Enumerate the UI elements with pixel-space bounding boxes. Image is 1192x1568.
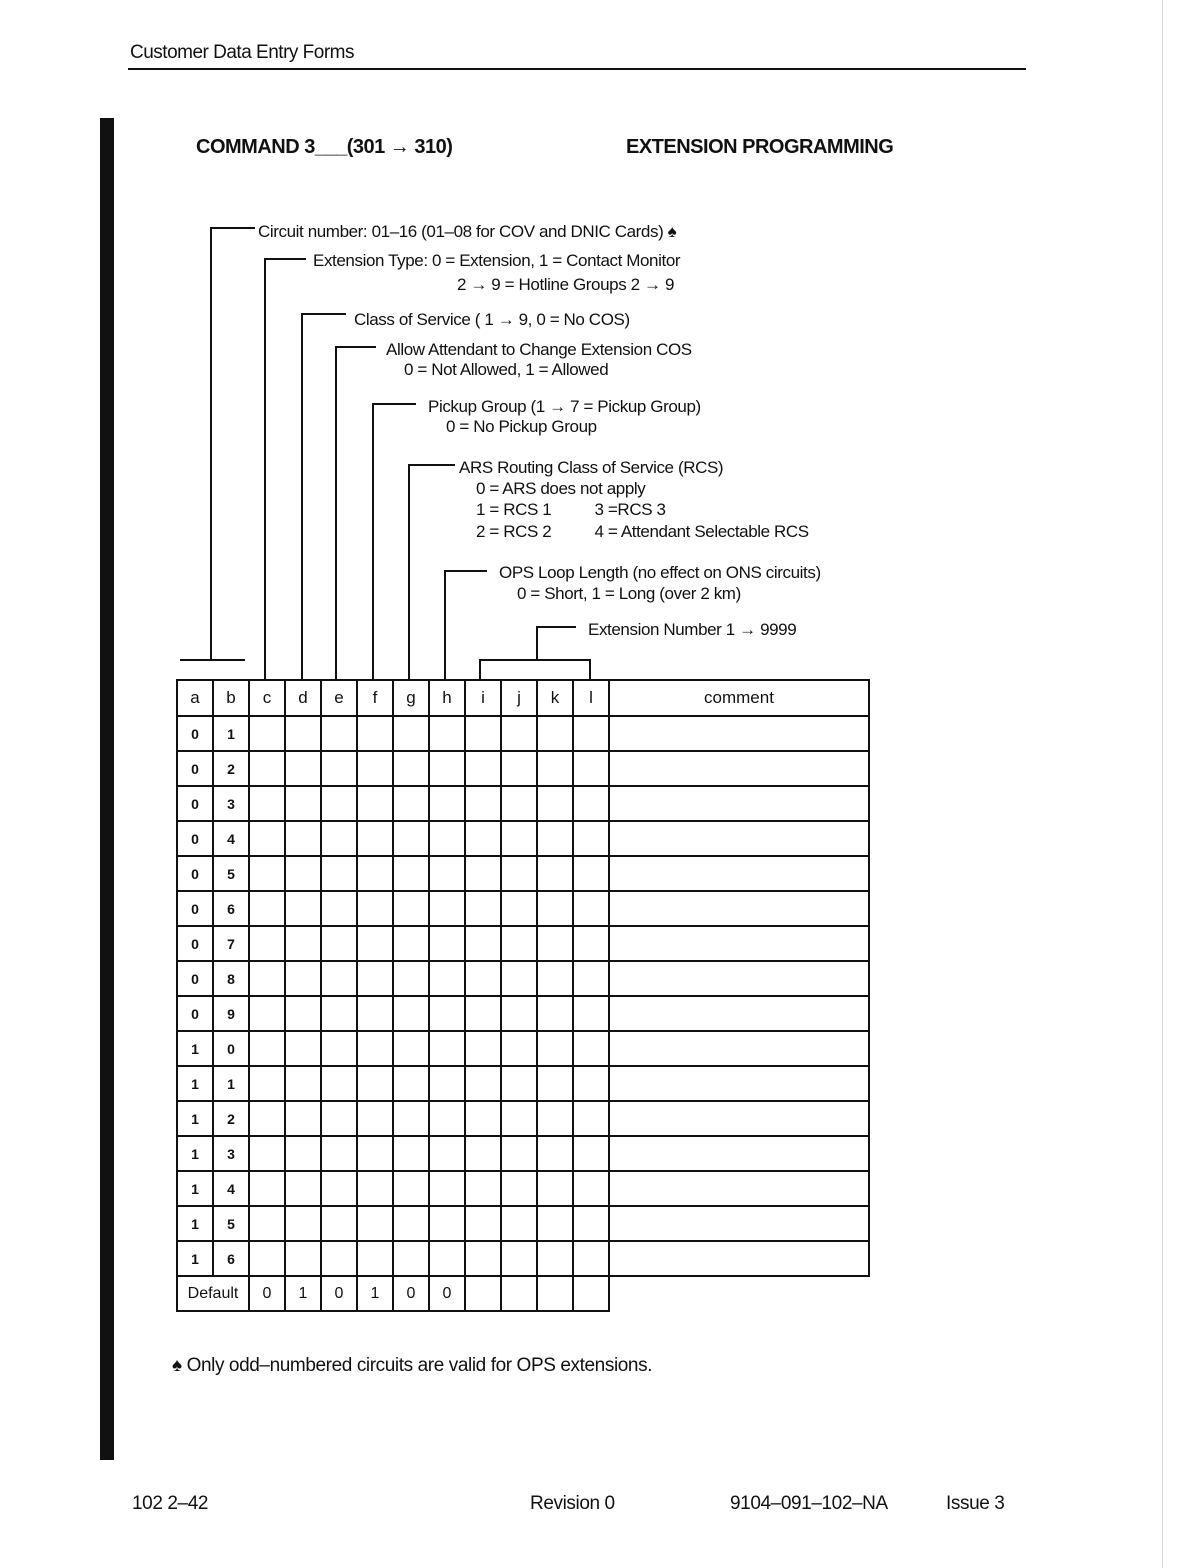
entry-cell[interactable] <box>321 961 357 996</box>
entry-cell[interactable] <box>357 1206 393 1241</box>
comment-cell[interactable] <box>609 996 869 1031</box>
label-ext-type-2: 2 → 9 = Hotline Groups 2 → 9 <box>457 275 674 294</box>
entry-cell[interactable] <box>393 996 429 1031</box>
entry-cell[interactable] <box>321 716 357 751</box>
entry-cell[interactable] <box>249 716 285 751</box>
circuit-digit: 8 <box>213 961 249 996</box>
entry-cell[interactable] <box>501 891 537 926</box>
circuit-digit: 3 <box>213 786 249 821</box>
entry-cell[interactable] <box>429 961 465 996</box>
entry-cell[interactable] <box>537 716 573 751</box>
entry-cell[interactable] <box>573 1101 609 1136</box>
circuit-digit: 2 <box>213 1101 249 1136</box>
entry-cell[interactable] <box>285 926 321 961</box>
leader-cos <box>302 314 346 679</box>
table-row <box>177 1241 869 1276</box>
circuit-digit: 0 <box>177 821 213 856</box>
circuit-digit: 3 <box>213 1136 249 1171</box>
table-row <box>177 1206 869 1241</box>
entry-cell[interactable] <box>429 856 465 891</box>
entry-cell[interactable] <box>321 1206 357 1241</box>
table-header-row <box>177 680 869 716</box>
entry-cell[interactable] <box>321 996 357 1031</box>
entry-cell[interactable] <box>321 786 357 821</box>
entry-cell[interactable] <box>393 1206 429 1241</box>
default-row <box>177 1276 869 1311</box>
entry-cell[interactable] <box>321 891 357 926</box>
entry-cell[interactable] <box>285 891 321 926</box>
leader-extnum-bracket <box>480 660 590 679</box>
circuit-digit: 1 <box>177 1241 213 1276</box>
entry-cell[interactable] <box>429 751 465 786</box>
entry-cell[interactable] <box>573 1241 609 1276</box>
entry-cell[interactable] <box>321 821 357 856</box>
entry-cell[interactable] <box>501 1206 537 1241</box>
entry-cell[interactable] <box>393 926 429 961</box>
circuit-digit: 0 <box>177 786 213 821</box>
comment-cell[interactable] <box>609 786 869 821</box>
entry-cell[interactable] <box>321 1136 357 1171</box>
circuit-digit: 1 <box>177 1101 213 1136</box>
entry-cell[interactable] <box>393 1136 429 1171</box>
entry-cell[interactable] <box>357 751 393 786</box>
circuit-digit: 1 <box>177 1171 213 1206</box>
footnote: ♠ Only odd–numbered circuits are valid for OPS extensions. <box>172 1355 653 1376</box>
entry-cell[interactable] <box>285 1136 321 1171</box>
entry-cell[interactable] <box>465 751 501 786</box>
entry-cell[interactable] <box>357 1066 393 1101</box>
default-value: 0 <box>249 1276 285 1311</box>
column-header: c <box>249 680 285 716</box>
default-blank-cell <box>501 1276 537 1311</box>
entry-cell[interactable] <box>393 961 429 996</box>
entry-cell[interactable] <box>573 891 609 926</box>
column-header: l <box>573 680 609 716</box>
table-row <box>177 716 869 751</box>
entry-cell[interactable] <box>285 1101 321 1136</box>
entry-cell[interactable] <box>249 891 285 926</box>
entry-cell[interactable] <box>537 996 573 1031</box>
entry-cell[interactable] <box>357 821 393 856</box>
column-header: g <box>393 680 429 716</box>
entry-cell[interactable] <box>429 1241 465 1276</box>
leader-circuit <box>211 228 255 660</box>
comment-cell[interactable] <box>609 961 869 996</box>
circuit-digit: 1 <box>177 1136 213 1171</box>
entry-cell[interactable] <box>465 961 501 996</box>
entry-cell[interactable] <box>393 1171 429 1206</box>
section-title: EXTENSION PROGRAMMING <box>626 136 894 158</box>
table-row <box>177 751 869 786</box>
entry-cell[interactable] <box>573 821 609 856</box>
entry-cell[interactable] <box>465 1206 501 1241</box>
label-allow-2: 0 = Not Allowed, 1 = Allowed <box>404 360 609 379</box>
entry-cell[interactable] <box>357 1241 393 1276</box>
column-header: i <box>465 680 501 716</box>
entry-cell[interactable] <box>285 1171 321 1206</box>
entry-cell[interactable] <box>465 856 501 891</box>
table-row <box>177 821 869 856</box>
column-header: f <box>357 680 393 716</box>
circuit-digit: 2 <box>213 751 249 786</box>
circuit-digit: 5 <box>213 1206 249 1241</box>
comment-cell[interactable] <box>609 856 869 891</box>
entry-cell[interactable] <box>501 1136 537 1171</box>
column-header: h <box>429 680 465 716</box>
entry-cell[interactable] <box>321 856 357 891</box>
entry-cell[interactable] <box>537 751 573 786</box>
entry-cell[interactable] <box>573 1171 609 1206</box>
table-row <box>177 996 869 1031</box>
table-row <box>177 1031 869 1066</box>
entry-cell[interactable] <box>249 1101 285 1136</box>
circuit-digit: 1 <box>213 716 249 751</box>
entry-cell[interactable] <box>285 1031 321 1066</box>
table-row <box>177 1136 869 1171</box>
entry-cell[interactable] <box>357 1171 393 1206</box>
entry-cell[interactable] <box>393 1066 429 1101</box>
entry-cell[interactable] <box>429 926 465 961</box>
entry-cell[interactable] <box>249 961 285 996</box>
comment-cell[interactable] <box>609 1171 869 1206</box>
comment-cell[interactable] <box>609 1101 869 1136</box>
page-header-title: Customer Data Entry Forms <box>130 42 354 63</box>
entry-cell[interactable] <box>357 716 393 751</box>
entry-cell[interactable] <box>357 961 393 996</box>
circuit-digit: 9 <box>213 996 249 1031</box>
command-title: COMMAND 3___(301 → 310) <box>196 136 453 158</box>
circuit-digit: 4 <box>213 821 249 856</box>
entry-cell[interactable] <box>393 1031 429 1066</box>
entry-cell[interactable] <box>249 821 285 856</box>
entry-cell[interactable] <box>285 961 321 996</box>
entry-cell[interactable] <box>537 1206 573 1241</box>
footer-doc-number: 9104–091–102–NA <box>730 1493 888 1514</box>
entry-cell[interactable] <box>249 751 285 786</box>
default-value: 0 <box>429 1276 465 1311</box>
entry-cell[interactable] <box>573 1136 609 1171</box>
entry-cell[interactable] <box>465 1031 501 1066</box>
default-blank-cell <box>573 1276 609 1311</box>
footer-issue: Issue 3 <box>946 1493 1005 1514</box>
circuit-digit: 6 <box>213 891 249 926</box>
entry-cell[interactable] <box>429 1031 465 1066</box>
entry-cell[interactable] <box>321 1066 357 1101</box>
entry-cell[interactable] <box>429 996 465 1031</box>
entry-cell[interactable] <box>249 996 285 1031</box>
entry-cell[interactable] <box>501 1031 537 1066</box>
circuit-digit: 6 <box>213 1241 249 1276</box>
entry-cell[interactable] <box>501 751 537 786</box>
entry-cell[interactable] <box>285 786 321 821</box>
entry-cell[interactable] <box>321 1241 357 1276</box>
circuit-digit: 7 <box>213 926 249 961</box>
table-row <box>177 961 869 996</box>
entry-cell[interactable] <box>573 856 609 891</box>
entry-cell[interactable] <box>357 1136 393 1171</box>
circuit-digit: 1 <box>177 1206 213 1241</box>
entry-cell[interactable] <box>285 1206 321 1241</box>
entry-cell[interactable] <box>285 1241 321 1276</box>
default-row-spacer <box>609 1276 869 1311</box>
comment-cell[interactable] <box>609 821 869 856</box>
extension-form-table <box>176 679 870 1312</box>
comment-cell[interactable] <box>609 751 869 786</box>
label-circuit: Circuit number: 01–16 (01–08 for COV and DNIC Cards) ♠ <box>258 222 677 241</box>
entry-cell[interactable] <box>465 1136 501 1171</box>
entry-cell[interactable] <box>249 786 285 821</box>
default-value: 1 <box>357 1276 393 1311</box>
comment-cell[interactable] <box>609 1241 869 1276</box>
entry-cell[interactable] <box>249 1031 285 1066</box>
table-row <box>177 891 869 926</box>
entry-cell[interactable] <box>393 1101 429 1136</box>
entry-cell[interactable] <box>537 961 573 996</box>
table-row <box>177 1171 869 1206</box>
entry-cell[interactable] <box>465 821 501 856</box>
entry-cell[interactable] <box>357 1031 393 1066</box>
default-value: 0 <box>393 1276 429 1311</box>
entry-cell[interactable] <box>501 1101 537 1136</box>
label-ars-4: 2 = RCS 2 4 = Attendant Selectable RCS <box>476 522 809 541</box>
circuit-digit: 0 <box>177 751 213 786</box>
entry-cell[interactable] <box>429 786 465 821</box>
entry-cell[interactable] <box>573 751 609 786</box>
entry-cell[interactable] <box>501 1066 537 1101</box>
label-ars-2: 0 = ARS does not apply <box>476 479 646 498</box>
table-row <box>177 1101 869 1136</box>
leader-extnum <box>537 627 576 660</box>
entry-cell[interactable] <box>537 1136 573 1171</box>
leader-allow <box>336 347 376 679</box>
table-row <box>177 786 869 821</box>
entry-cell[interactable] <box>501 716 537 751</box>
label-allow-1: Allow Attendant to Change Extension COS <box>386 340 692 359</box>
entry-cell[interactable] <box>573 996 609 1031</box>
entry-cell[interactable] <box>537 1066 573 1101</box>
entry-cell[interactable] <box>501 786 537 821</box>
column-header: k <box>537 680 573 716</box>
entry-cell[interactable] <box>465 1066 501 1101</box>
entry-cell[interactable] <box>393 716 429 751</box>
label-extnum: Extension Number 1 → 9999 <box>588 620 797 639</box>
entry-cell[interactable] <box>573 1066 609 1101</box>
entry-cell[interactable] <box>429 1136 465 1171</box>
label-pickup-1: Pickup Group (1 → 7 = Pickup Group) <box>428 397 701 416</box>
entry-cell[interactable] <box>501 821 537 856</box>
entry-cell[interactable] <box>429 1066 465 1101</box>
column-header: b <box>213 680 249 716</box>
entry-cell[interactable] <box>501 856 537 891</box>
entry-cell[interactable] <box>501 961 537 996</box>
circuit-digit: 4 <box>213 1171 249 1206</box>
entry-cell[interactable] <box>285 996 321 1031</box>
entry-cell[interactable] <box>357 996 393 1031</box>
entry-cell[interactable] <box>537 1031 573 1066</box>
comment-cell[interactable] <box>609 716 869 751</box>
entry-cell[interactable] <box>573 716 609 751</box>
entry-cell[interactable] <box>429 1101 465 1136</box>
label-cos: Class of Service ( 1 → 9, 0 = No COS) <box>354 310 630 329</box>
circuit-digit: 0 <box>177 961 213 996</box>
comment-cell[interactable] <box>609 926 869 961</box>
entry-cell[interactable] <box>285 1066 321 1101</box>
footer-page-number: 102 2–42 <box>132 1493 209 1514</box>
entry-cell[interactable] <box>465 1171 501 1206</box>
table-row <box>177 926 869 961</box>
entry-cell[interactable] <box>501 1171 537 1206</box>
column-header: e <box>321 680 357 716</box>
entry-cell[interactable] <box>249 926 285 961</box>
circuit-digit: 1 <box>177 1031 213 1066</box>
label-ops-1: OPS Loop Length (no effect on ONS circuits) <box>499 563 821 582</box>
entry-cell[interactable] <box>249 1206 285 1241</box>
entry-cell[interactable] <box>393 1241 429 1276</box>
entry-cell[interactable] <box>393 821 429 856</box>
column-header: j <box>501 680 537 716</box>
entry-cell[interactable] <box>501 926 537 961</box>
entry-cell[interactable] <box>465 926 501 961</box>
label-ops-2: 0 = Short, 1 = Long (over 2 km) <box>517 584 741 603</box>
entry-cell[interactable] <box>393 786 429 821</box>
entry-cell[interactable] <box>573 1206 609 1241</box>
entry-cell[interactable] <box>429 821 465 856</box>
default-value: 0 <box>321 1276 357 1311</box>
entry-cell[interactable] <box>357 891 393 926</box>
entry-cell[interactable] <box>249 1066 285 1101</box>
entry-cell[interactable] <box>573 961 609 996</box>
entry-cell[interactable] <box>465 786 501 821</box>
comment-cell[interactable] <box>609 1031 869 1066</box>
default-blank-cell <box>537 1276 573 1311</box>
leader-ext-type <box>265 259 306 679</box>
entry-cell[interactable] <box>249 1136 285 1171</box>
entry-cell[interactable] <box>537 1241 573 1276</box>
entry-cell[interactable] <box>573 1031 609 1066</box>
entry-cell[interactable] <box>501 996 537 1031</box>
entry-cell[interactable] <box>357 856 393 891</box>
entry-cell[interactable] <box>357 786 393 821</box>
entry-cell[interactable] <box>537 856 573 891</box>
entry-cell[interactable] <box>429 891 465 926</box>
entry-cell[interactable] <box>465 716 501 751</box>
entry-cell[interactable] <box>573 786 609 821</box>
entry-cell[interactable] <box>393 751 429 786</box>
circuit-digit: 0 <box>177 856 213 891</box>
label-pickup-2: 0 = No Pickup Group <box>446 417 597 436</box>
entry-cell[interactable] <box>285 751 321 786</box>
circuit-digit: 0 <box>177 716 213 751</box>
entry-cell[interactable] <box>285 716 321 751</box>
entry-cell[interactable] <box>429 716 465 751</box>
default-label: Default <box>177 1276 249 1311</box>
table-row <box>177 1066 869 1101</box>
entry-cell[interactable] <box>249 1171 285 1206</box>
default-value: 1 <box>285 1276 321 1311</box>
entry-cell[interactable] <box>249 1241 285 1276</box>
entry-cell[interactable] <box>321 1101 357 1136</box>
label-ars-1: ARS Routing Class of Service (RCS) <box>459 458 724 477</box>
comment-cell[interactable] <box>609 1136 869 1171</box>
entry-cell[interactable] <box>285 821 321 856</box>
circuit-digit: 0 <box>213 1031 249 1066</box>
entry-cell[interactable] <box>537 926 573 961</box>
circuit-digit: 5 <box>213 856 249 891</box>
entry-cell[interactable] <box>537 786 573 821</box>
circuit-digit: 1 <box>177 1066 213 1101</box>
circuit-digit: 1 <box>213 1066 249 1101</box>
entry-cell[interactable] <box>465 1241 501 1276</box>
entry-cell[interactable] <box>429 1171 465 1206</box>
entry-cell[interactable] <box>321 1171 357 1206</box>
entry-cell[interactable] <box>537 821 573 856</box>
comment-cell[interactable] <box>609 1206 869 1241</box>
entry-cell[interactable] <box>321 1031 357 1066</box>
column-header: a <box>177 680 213 716</box>
circuit-digit: 0 <box>177 996 213 1031</box>
entry-cell[interactable] <box>393 891 429 926</box>
column-header: d <box>285 680 321 716</box>
comment-cell[interactable] <box>609 891 869 926</box>
entry-cell[interactable] <box>501 1241 537 1276</box>
entry-cell[interactable] <box>285 856 321 891</box>
entry-cell[interactable] <box>465 1101 501 1136</box>
default-blank-cell <box>465 1276 501 1311</box>
circuit-digit: 0 <box>177 926 213 961</box>
comment-column-header: comment <box>609 680 869 716</box>
entry-cell[interactable] <box>537 891 573 926</box>
entry-cell[interactable] <box>465 996 501 1031</box>
entry-cell[interactable] <box>537 1171 573 1206</box>
label-ars-3: 1 = RCS 1 3 =RCS 3 <box>476 500 666 519</box>
circuit-digit: 0 <box>177 891 213 926</box>
entry-cell[interactable] <box>429 1206 465 1241</box>
entry-cell[interactable] <box>357 1101 393 1136</box>
entry-cell[interactable] <box>393 856 429 891</box>
entry-cell[interactable] <box>573 926 609 961</box>
label-ext-type-1: Extension Type: 0 = Extension, 1 = Contact Monitor <box>313 251 681 270</box>
entry-cell[interactable] <box>321 751 357 786</box>
footer-revision: Revision 0 <box>530 1493 615 1514</box>
comment-cell[interactable] <box>609 1066 869 1101</box>
entry-cell[interactable] <box>321 926 357 961</box>
entry-cell[interactable] <box>249 856 285 891</box>
entry-cell[interactable] <box>465 891 501 926</box>
table-row <box>177 856 869 891</box>
entry-cell[interactable] <box>537 1101 573 1136</box>
entry-cell[interactable] <box>357 926 393 961</box>
